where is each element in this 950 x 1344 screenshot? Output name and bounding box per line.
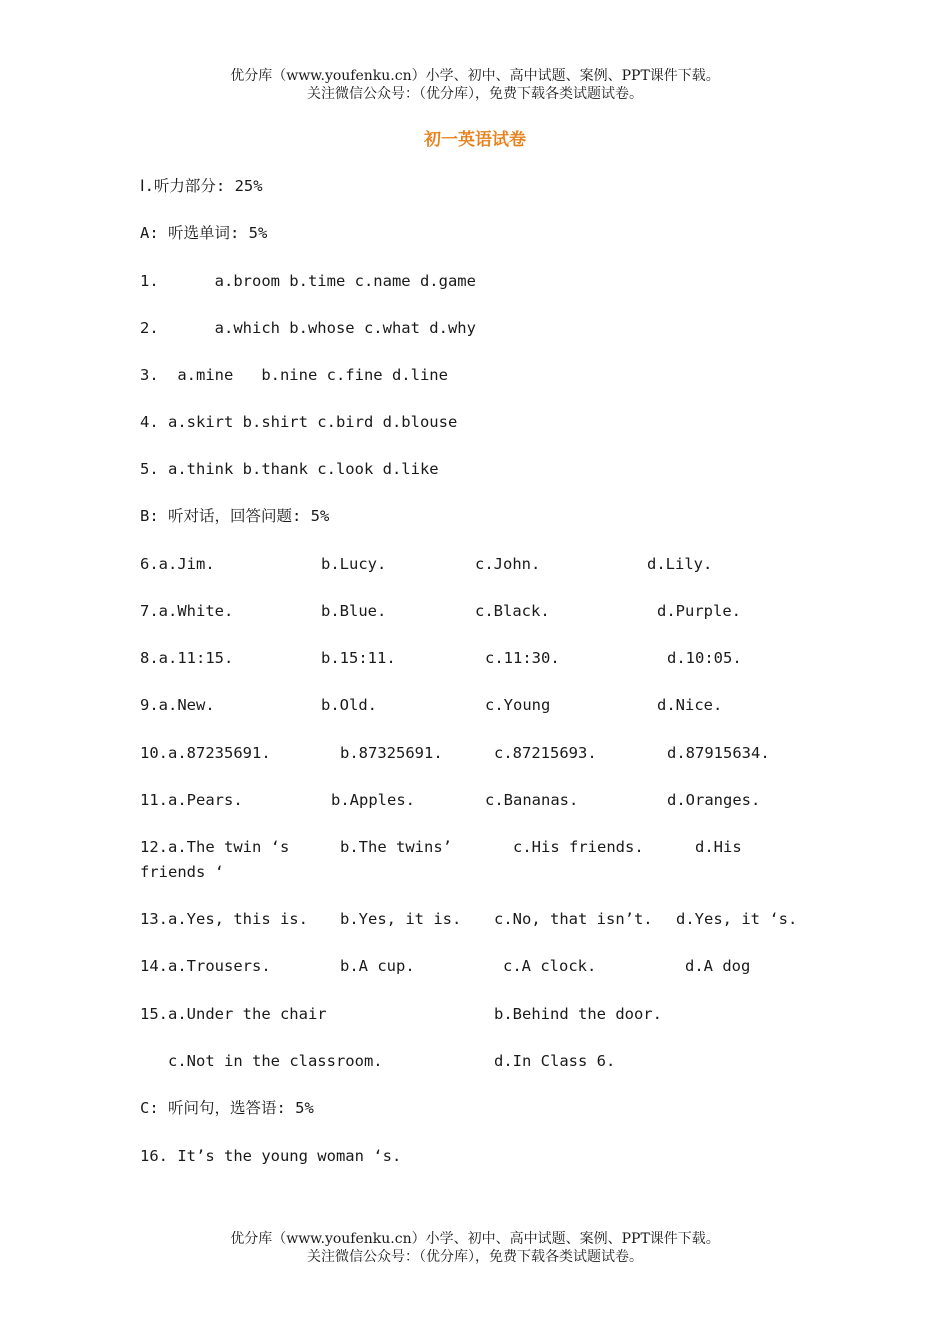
section-a-heading: A: 听选单词: 5% (140, 224, 268, 242)
option-a: 9.a.New. (140, 696, 215, 714)
section-b-heading: B: 听对话，回答问题: 5% (140, 507, 330, 525)
option-c: c.Young (485, 696, 551, 714)
page-footer (0, 1230, 950, 1266)
option-b: b.A cup. (340, 957, 415, 975)
option-b: b.87325691. (340, 744, 443, 762)
option-d: d.87915634. (667, 744, 770, 762)
question-1: 1. a.broom b.time c.name d.game (140, 272, 476, 290)
option-a: 8.a.11:15. (140, 649, 234, 667)
option-d: d.10:05. (667, 649, 742, 667)
footer-line-2: 关注微信公众号：（优分库），免费下载各类试题试卷。 (307, 1249, 643, 1265)
page-header (0, 67, 950, 103)
option-d: d.In Class 6. (494, 1052, 616, 1070)
footer-line-1: 优分库（www.youfenku.cn）小学、初中、高中试题、案例、PPT课件下载。 (230, 1231, 720, 1247)
option-a: 13.a.Yes, this is. (140, 910, 308, 928)
option-d: d.Purple. (657, 602, 741, 620)
question-4: 4. a.skirt b.shirt c.bird d.blouse (140, 413, 458, 431)
question-2: 2. a.which b.whose c.what d.why (140, 319, 476, 337)
option-d-continuation: friends ‘ (140, 863, 224, 881)
header-line-1: 优分库（www.youfenku.cn）小学、初中、高中试题、案例、PPT课件下载。 (230, 68, 720, 84)
option-c: c.John. (475, 555, 541, 573)
option-b: b.Lucy. (321, 555, 387, 573)
option-c: c.No, that isn’t. (494, 910, 653, 928)
section-c-heading: C: 听问句，选答语: 5% (140, 1099, 314, 1117)
option-c: c.Bananas. (485, 791, 579, 809)
option-c: c.87215693. (494, 744, 597, 762)
question-3: 3. a.mine b.nine c.fine d.line (140, 366, 448, 384)
option-d: d.Lily. (647, 555, 713, 573)
option-d: d.Yes, it ‘s. (676, 910, 798, 928)
option-c: c.A clock. (503, 957, 597, 975)
option-d: d.His (695, 838, 742, 856)
option-d: d.A dog (685, 957, 751, 975)
question-5: 5. a.think b.thank c.look d.like (140, 460, 439, 478)
question-16: 16. It’s the young woman ‘s. (140, 1147, 402, 1165)
option-c: c.Not in the classroom. (168, 1052, 383, 1070)
option-b: b.Old. (321, 696, 377, 714)
option-d: d.Nice. (657, 696, 723, 714)
option-b: b.Yes, it is. (340, 910, 462, 928)
header-line-2: 关注微信公众号：（优分库），免费下载各类试题试卷。 (307, 86, 643, 102)
option-a: 6.a.Jim. (140, 555, 215, 573)
option-b: b.Behind the door. (494, 1005, 662, 1023)
option-b: b.Blue. (321, 602, 387, 620)
option-b: b.Apples. (331, 791, 415, 809)
option-a: 14.a.Trousers. (140, 957, 271, 975)
part-1-heading: Ⅰ.听力部分: 25% (140, 177, 263, 195)
option-b: b.The twins’ (340, 838, 452, 856)
document-title: 初一英语试卷 (424, 130, 526, 150)
option-a: 12.a.The twin ‘s (140, 838, 290, 856)
option-a: 11.a.Pears. (140, 791, 243, 809)
option-c: c.11:30. (485, 649, 560, 667)
option-c: c.Black. (475, 602, 550, 620)
option-a: 7.a.White. (140, 602, 234, 620)
option-a: 10.a.87235691. (140, 744, 271, 762)
option-b: b.15:11. (321, 649, 396, 667)
option-c: c.His friends. (513, 838, 644, 856)
option-a: 15.a.Under the chair (140, 1005, 327, 1023)
option-d: d.Oranges. (667, 791, 761, 809)
